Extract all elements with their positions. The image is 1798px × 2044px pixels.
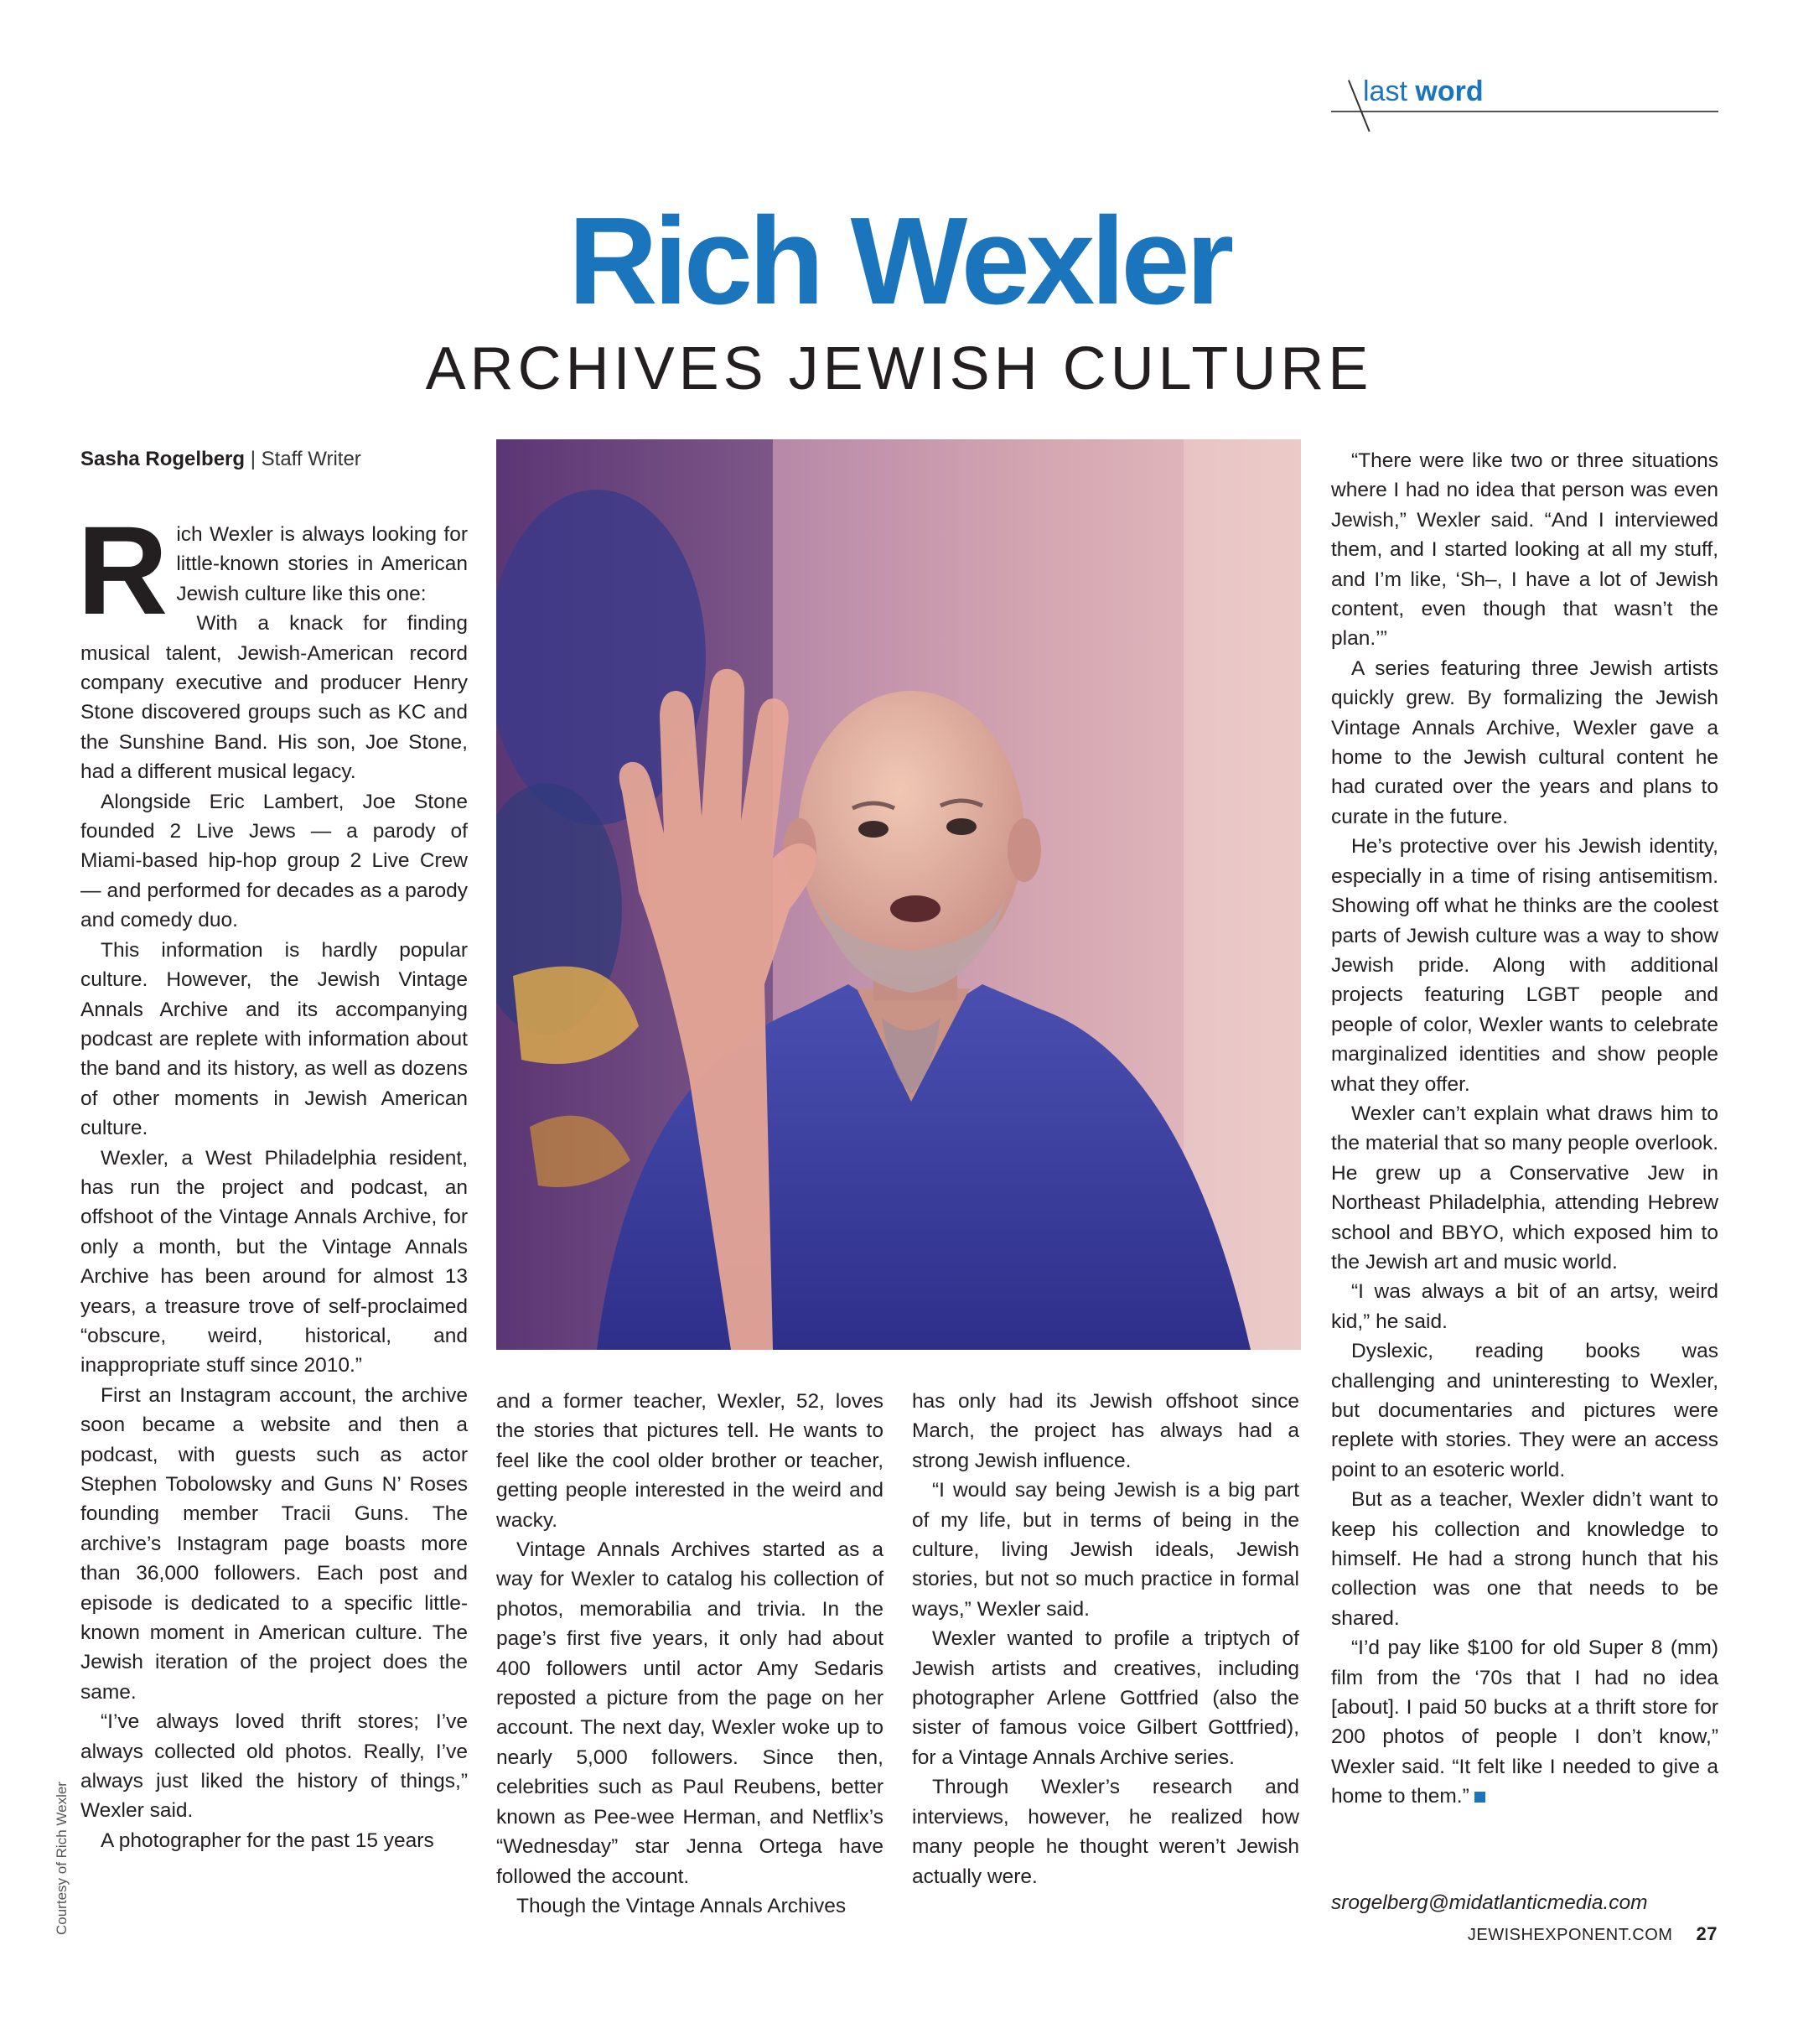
page-footer: [1468, 1923, 1718, 1945]
portrait-illustration: [496, 439, 1301, 1350]
end-mark-icon: [1474, 1792, 1485, 1803]
paragraph: With a knack for finding musical talent, Jewish-American record company executive and producer Henry Stone discovered groups such as KC and the Sunshine Band. His son, Joe Stone, had a different musical legacy.: [80, 612, 468, 784]
paragraph: Alongside Eric Lambert, Joe Stone founded 2 Live Jews — a parody of Miami-based hip-hop group 2 Live Crew — and performed for decades as a parody and comedy duo.: [80, 790, 468, 932]
section-tag: [1331, 72, 1718, 112]
paragraph: He’s protective over his Jewish identity, especially in a time of rising antisemitism. Showing off what he thinks are the coolest parts of Jewish culture was a way to show Jewish pride. Along with additional projects featuring LGBT people and people of color, Wexler wants to celebrate marginalized identities and show people what they offer.: [1331, 835, 1718, 1096]
byline-author: Sasha Rogelberg: [80, 448, 246, 470]
paragraph: This information is hardly popular culture. However, the Jewish Vintage Annals Archive and its accompanying podcast are replete with information about the band and its history, as well as dozens of other moments in Jewish American culture.: [80, 938, 468, 1140]
paragraph: and a former teacher, Wexler, 52, loves the stories that pictures tell. He wants to feel like the cool older brother or teacher, getting people interested in the weird and wacky.: [496, 1390, 883, 1532]
paragraph: “I would say being Jewish is a big part of my life, but in terms of being in the culture, living Jewish ideals, Jewish stories, but not so much practice in formal ways,” Wexler said.: [912, 1479, 1299, 1621]
section-prefix: last: [1363, 75, 1407, 107]
article-column-2: [496, 1387, 883, 1921]
paragraph: Though the Vintage Annals Archives: [516, 1894, 847, 1917]
section-label: [1363, 75, 1484, 108]
paragraph: Wexler, a West Philadelphia resident, has run the project and podcast, an offshoot of the Vintage Annals Archive, for only a month, but the Vintage Annals Archive has been around for almost 13 years, a treasure trove of self-proclaimed “obscure, weird, historical, and inappropriate stuff since 2010.”: [80, 1146, 468, 1377]
footer-site[interactable]: JEWISHEXPONENT.COM: [1467, 1926, 1673, 1944]
paragraph: First an Instagram account, the archive soon became a website and then a podcast, with guests such as actor Stephen Tobolowsky and Guns N’ Roses founding member Tracii Guns. The archive’s Instagram page boasts more than 36,000 followers. Each post and episode is dedicated to a specific little-known moment in American culture. The Jewish iteration of the project does the same.: [80, 1383, 468, 1704]
photo-credit: Courtesy of Rich Wexler: [54, 1782, 70, 1935]
author-email[interactable]: srogelberg@midatlanticmedia.com: [1331, 1891, 1648, 1914]
page-number: 27: [1696, 1923, 1718, 1944]
paragraph: “I was always a bit of an artsy, weird kid,” he said.: [1331, 1280, 1718, 1333]
section-emphasis: word: [1415, 75, 1484, 107]
dropcap: R: [77, 500, 168, 641]
lead-paragraph: [77, 500, 468, 641]
paragraph: Vintage Annals Archives started as a way for Wexler to catalog his collection of photos, memorabilia and trivia. In the page’s first five years, it only had about 400 followers until actor Amy Sedaris reposted a picture from the page on her account. The next day, Wexler woke up to nearly 5,000 followers. Since then, celebrities such as Paul Reubens, better known as Pee-wee Herman, and Netflix’s “Wednesday” star Jenna Ortega have followed the account.: [496, 1538, 883, 1888]
headline-title: Rich Wexler: [567, 192, 1231, 330]
paragraph: A series featuring three Jewish artists quickly grew. By formalizing the Jewish Vintage Annals Archive, Wexler gave a home to the Jewish cultural content he had curated over the years and plans to curate in the future.: [1331, 656, 1718, 828]
paragraph: Wexler can’t explain what draws him to the material that so many people overlook. He grew up a Conservative Jew in Northeast Philadelphia, attending Hebrew school and BBYO, which exposed him to the Jewish art and music world.: [1331, 1102, 1718, 1274]
section-rule: [1331, 111, 1718, 112]
paragraph: has only had its Jewish offshoot since March, the project has always had a strong Jewish influence.: [912, 1390, 1299, 1472]
paragraph: Dyslexic, reading books was challenging and uninteresting to Wexler, but documentaries and pictures were replete with stories. They were an access point to an esoteric world.: [1331, 1340, 1718, 1481]
byline-role: Staff Writer: [261, 448, 361, 470]
paragraph: “There were like two or three situations where I had no idea that person was even Jewish,” Wexler said. “And I interviewed them, and I started looking at all my stuff, and I’m like, ‘Sh–, I have a lot of Jewish content, even though that wasn’t the plan.’”: [1331, 449, 1718, 651]
final-paragraph: [1331, 1633, 1718, 1811]
headline-subtitle: ARCHIVES JEWISH CULTURE: [425, 335, 1373, 402]
paragraph: But as a teacher, Wexler didn’t want to keep his collection and knowledge to himself. He had a strong hunch that his collection was one that needs to be shared.: [1331, 1488, 1718, 1630]
paragraph: Through Wexler’s research and interviews, however, he realized how many people he thought weren’t Jewish actually were.: [912, 1776, 1299, 1888]
portrait-photo: [496, 439, 1301, 1350]
final-paragraph-text: “I’d pay like $100 for old Super 8 (mm) film from the ‘70s that I had no idea [about]. I paid 50 bucks at a thrift store for 200 photos of people I don’t know,” Wexler said. “It felt like I needed to give a home to them.”: [1331, 1637, 1718, 1808]
paragraph: “I’ve always loved thrift stores; I’ve always collected old photos. Really, I’ve always just liked the history of things,” Wexler said.: [80, 1710, 468, 1823]
article-column-1: [77, 500, 468, 1855]
article-column-4: [1331, 446, 1718, 1812]
byline-separator: |: [250, 448, 256, 470]
paragraph: Wexler wanted to profile a triptych of Jewish artists and creatives, including photographer Arlene Gottfried (also the sister of famous voice Gilbert Gottfried), for a Vintage Annals Archive series.: [912, 1627, 1299, 1769]
lead-text: ich Wexler is always looking for little-known stories in American Jewish culture like this one:: [176, 523, 468, 605]
byline: [80, 446, 361, 473]
paragraph: A photographer for the past 15 years: [101, 1829, 434, 1852]
article-column-3: [912, 1387, 1299, 1891]
